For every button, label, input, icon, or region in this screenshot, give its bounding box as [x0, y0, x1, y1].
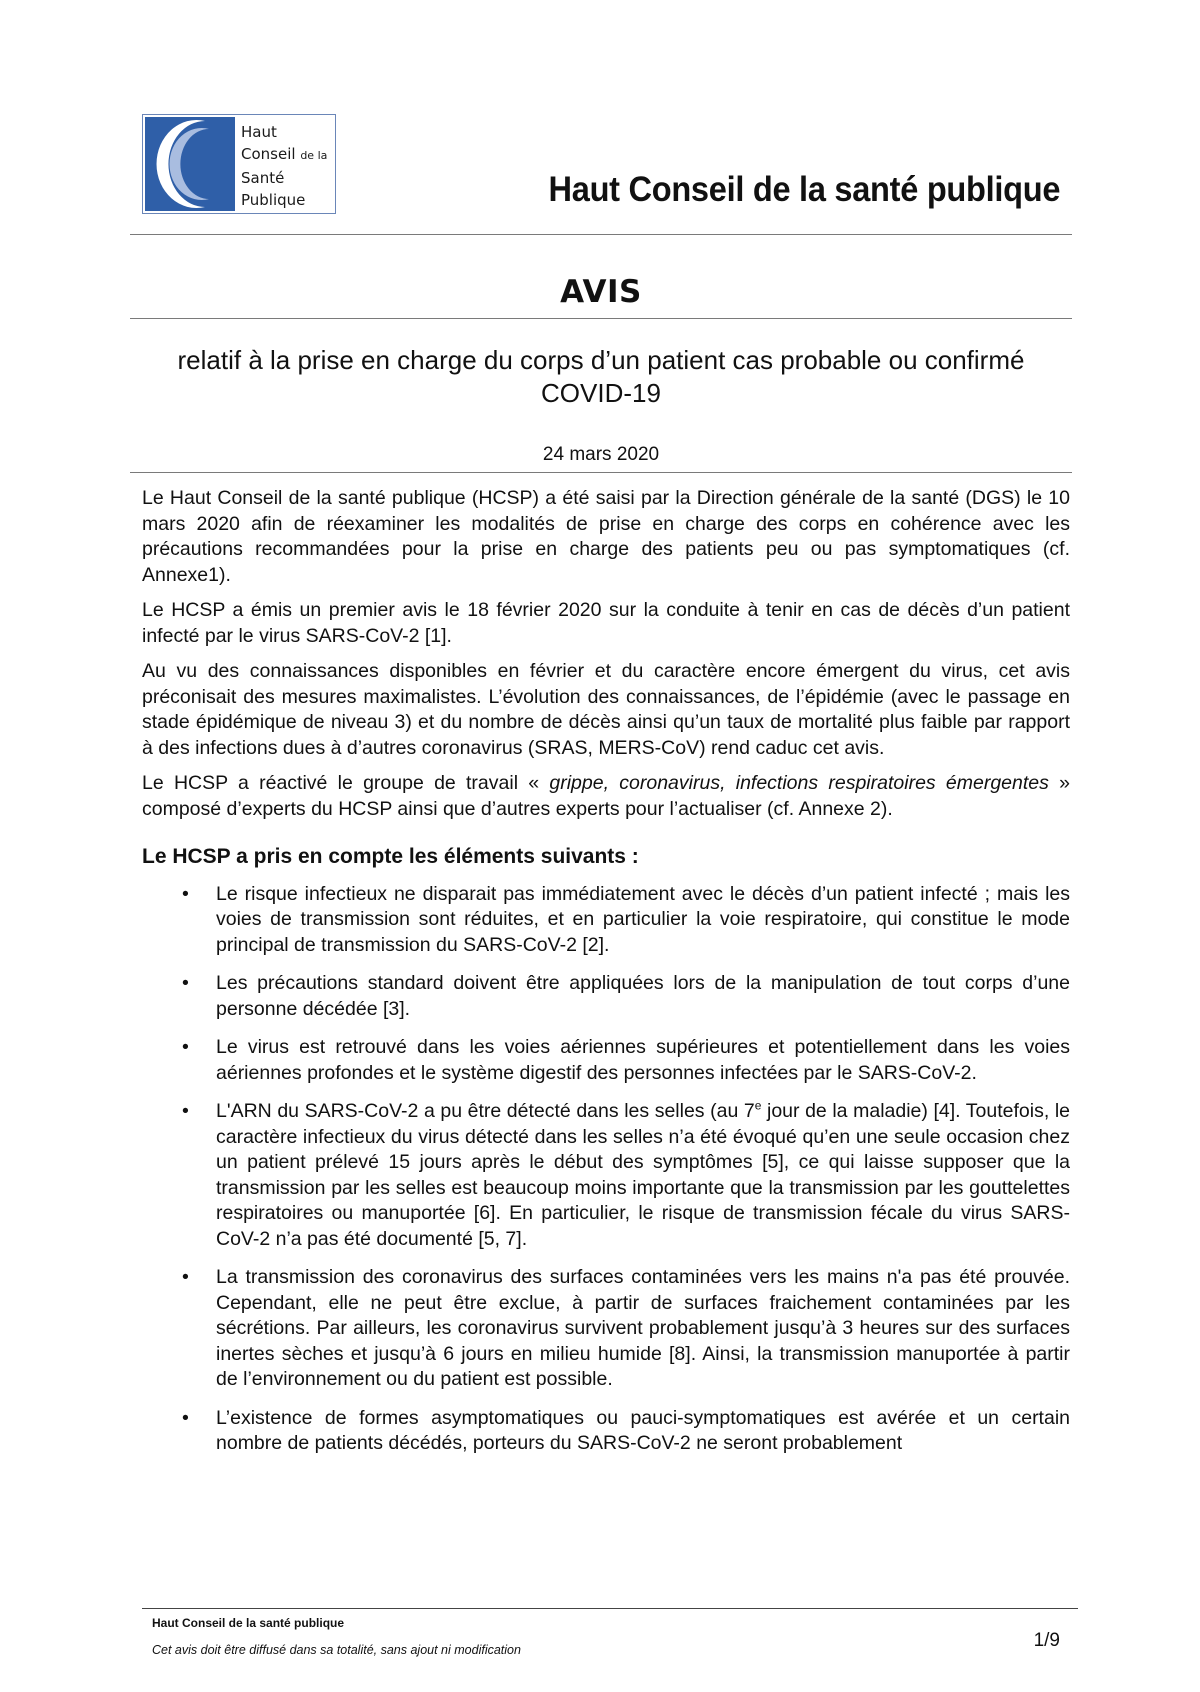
- bullet-icon: •: [182, 1100, 189, 1122]
- bullet-icon: •: [182, 882, 189, 905]
- paragraph-4: Le HCSP a réactivé le groupe de travail « grippe, coronavirus, infections respiratoires émergentes » composé d’experts du HCSP ainsi que d’autres experts pour l’actualiser (cf. Annexe 2).: [142, 772, 1070, 820]
- list-item: • La transmission des coronavirus des surfaces contaminées vers les mains n'a pas été prouvée. Cependant, elle ne peut être exclue, à partir de surfaces fraichement contaminées par les sécrétions. Par ailleurs, les coronavirus survivent probablement jusqu’à 3 heures sur des surfaces inertes sèches et jusqu’à 6 jours en milieu humide [8]. Ainsi, la transmission manuportée à partir de l’environnement ou du patient est possible.: [182, 1266, 1070, 1390]
- logo-line-sante: Santé: [241, 169, 285, 187]
- document-title: AVIS: [560, 274, 642, 310]
- footer-note: Cet avis doit être diffusé dans sa totalité, sans ajout ni modification: [152, 1643, 521, 1657]
- logo-line-conseil: Conseil: [241, 145, 296, 163]
- bullet-icon: •: [182, 1266, 189, 1288]
- logo-line-de-la: de la: [300, 149, 328, 162]
- paragraph-2: Le HCSP a émis un premier avis le 18 février 2020 sur la conduite à tenir en cas de décès d’un patient infecté par le virus SARS-CoV-2 [1].: [142, 599, 1070, 647]
- page-number: 1/9: [1033, 1630, 1060, 1651]
- bullet-icon: •: [182, 972, 189, 994]
- bullet-icon: •: [182, 1406, 189, 1429]
- organization-title: Haut Conseil de la santé publique: [548, 170, 1060, 209]
- logo-line-publique: Publique: [241, 191, 306, 209]
- paragraph-3: Au vu des connaissances disponibles en février et du caractère encore émergent du virus, cet avis préconisait des mesures maximalistes. L’évolution des connaissances, de l’épidémie (avec le passage en stade épidémique de niveau 3) et du nombre de décès ainsi qu’un taux de mortalité plus faible par rapport à des infections dues à d’autres coronavirus (SRAS, MERS-CoV) rend caduc cet avis.: [142, 660, 1070, 759]
- footer-organization: Haut Conseil de la santé publique: [152, 1616, 345, 1630]
- title-divider: [130, 318, 1072, 319]
- document-date: 24 mars 2020: [542, 444, 660, 465]
- working-group-name: grippe, coronavirus, infections respiratoires émergentes: [549, 772, 1049, 794]
- list-item: • Les précautions standard doivent être appliquées lors de la manipulation de tout corps d’une personne décédée [3].: [182, 972, 1070, 1020]
- date-divider: [130, 472, 1072, 473]
- logo-text: [241, 121, 327, 211]
- hcsp-crescent-logo-icon: [145, 117, 235, 211]
- list-item: • Le risque infectieux ne disparait pas immédiatement avec le décès d’un patient infecté ; mais les voies de transmission sont réduites, et en particulier la voie respiratoire, qui constitue le mode principal de transmission du SARS-CoV-2 [2].: [182, 882, 1070, 956]
- considerations-list: [142, 882, 1070, 1457]
- list-item: • Le virus est retrouvé dans les voies aériennes supérieures et potentiellement dans les voies aériennes profondes et le système digestif des personnes infectées par le SARS-CoV-2.: [182, 1036, 1070, 1084]
- subtitle-line-2: COVID-19: [541, 378, 661, 408]
- document-body: [142, 486, 1070, 1470]
- document-subtitle: [130, 344, 1072, 410]
- header-divider: [130, 234, 1072, 235]
- paragraph-1: Le Haut Conseil de la santé publique (HCSP) a été saisi par la Direction générale de la santé (DGS) le 10 mars 2020 afin de réexaminer les modalités de prise en charge des corps en cohérence avec les précautions recommandées pour la prise en charge des patients peu ou pas symptomatiques (cf. Annexe1).: [142, 487, 1070, 586]
- hcsp-logo: [142, 114, 336, 214]
- subtitle-line-1: relatif à la prise en charge du corps d’un patient cas probable ou confirmé: [177, 345, 1025, 375]
- section-heading: Le HCSP a pris en compte les éléments suivants :: [142, 845, 639, 868]
- bullet-icon: •: [182, 1036, 189, 1058]
- footer-divider: [142, 1608, 1078, 1609]
- list-item: • L’existence de formes asymptomatiques ou pauci-symptomatiques est avérée et un certain nombre de patients décédés, porteurs du SARS-CoV-2 ne seront probablement: [182, 1406, 1070, 1454]
- list-item: • L'ARN du SARS-CoV-2 a pu être détecté dans les selles (au 7e jour de la maladie) [4]. Toutefois, le caractère infectieux du virus détecté dans les selles n’a été évoqué qu’en une seule occasion chez un patient prélevé 15 jours après le début des symptômes [5], ce qui laisse supposer que la transmission par les selles est beaucoup moins importante que la transmission par les gouttelettes respiratoires ou manuportée [6]. En particulier, le risque de transmission fécale du virus SARS-CoV-2 n’a pas été documenté [5, 7].: [182, 1098, 1070, 1250]
- logo-line-haut: Haut: [241, 123, 277, 141]
